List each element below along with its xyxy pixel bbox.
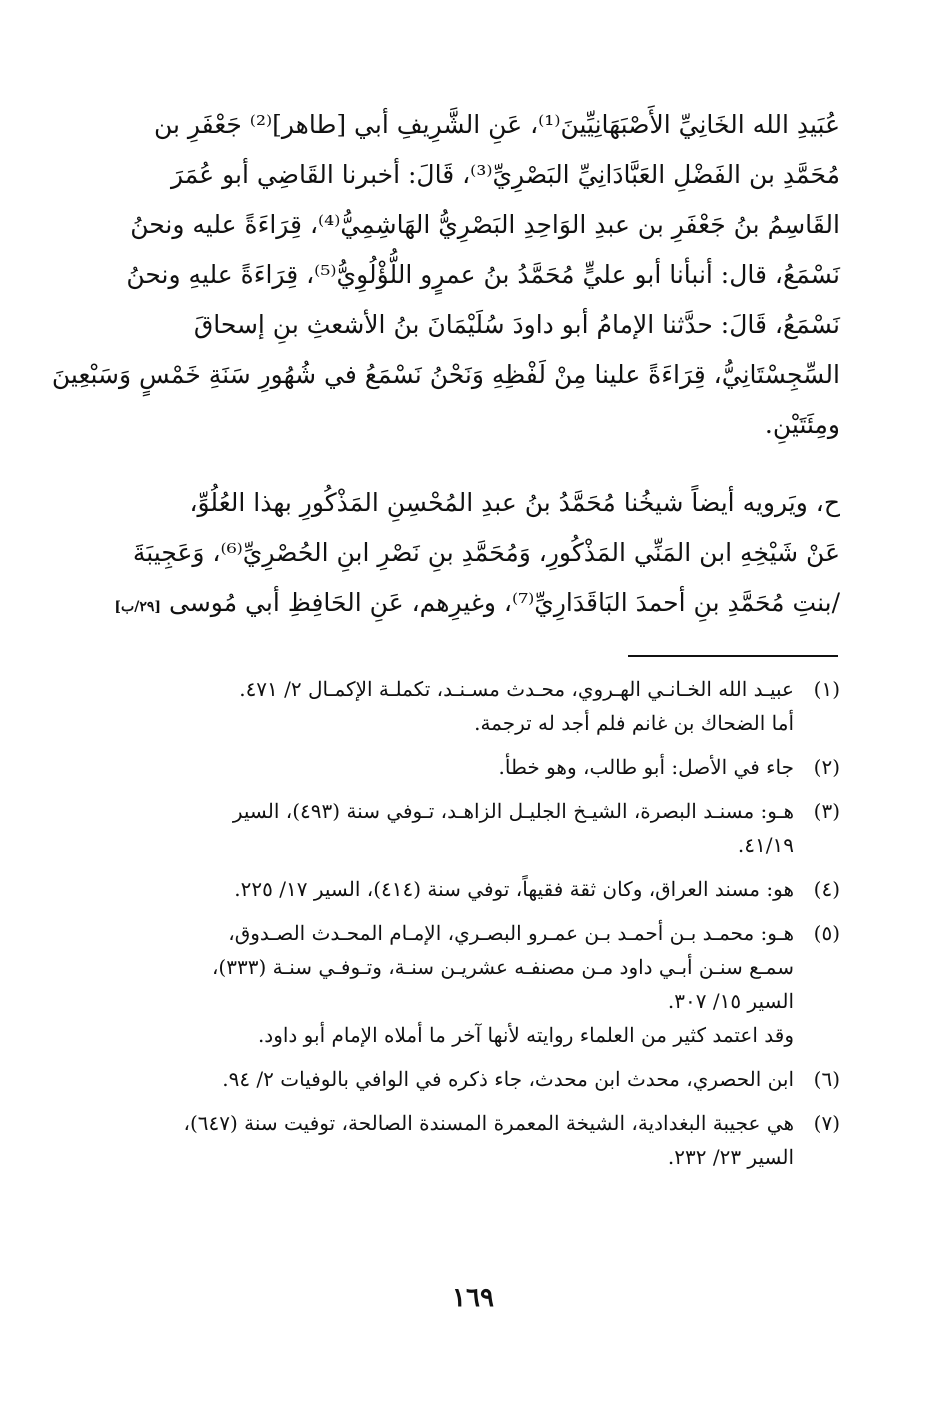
footnote-body bbox=[100, 750, 794, 784]
footnote-number: (٤) bbox=[813, 877, 840, 901]
text-line: السِّجِسْتَانِيُّ، قِرَاءَةً علينا مِنْ لَفْظِهِ وَنَحْنُ نَسْمَعُ في شُهُورِ سَنَةِ خَمْسٍ وَسَبْعِينَ bbox=[51, 360, 840, 389]
footnote-body bbox=[100, 1062, 794, 1096]
footnote-line: جاء في الأصل: أبو طالب، وهو خطأ. bbox=[498, 755, 794, 779]
footnote-item bbox=[100, 916, 840, 1052]
page-number: ١٦٩ bbox=[452, 1283, 494, 1313]
text-line: عُبَيدِ الله الخَانِيِّ الأَصْبَهَانِيِّينَ⁽¹⁾، عَنِ الشَّرِيفِ أبي [طاهر]⁽²⁾ جَعْفَرِ بن bbox=[153, 110, 840, 139]
footnote-line: ٤١/١٩. bbox=[737, 833, 794, 857]
footnote-line: هـو: محمـد بـن أحمـد بـن عمـرو البصـري، الإمـام المحـدث الصـدوق، bbox=[228, 921, 794, 945]
footnote-body bbox=[100, 916, 794, 1052]
footnote-line: السير ١٥/ ٣٠٧. bbox=[667, 989, 794, 1013]
text-line: نَسْمَعُ، قَالَ: حدَّثنا الإمامُ أبو داودَ سُلَيْمَانَ بنُ الأشعثِ بنِ إسحاقَ bbox=[193, 310, 840, 339]
footnote-line: هي عجيبة البغدادية، الشيخة المعمرة المسندة الصالحة، توفيت سنة (٦٤٧)، bbox=[183, 1111, 794, 1135]
footnote-body bbox=[100, 672, 794, 740]
footnote-line: أما الضحاك بن غانم فلم أجد له ترجمة. bbox=[474, 711, 794, 735]
footnote-separator bbox=[628, 655, 838, 657]
footnote-number: (٦) bbox=[813, 1067, 840, 1091]
footnote-number: (٧) bbox=[813, 1111, 840, 1135]
footnote-line: ابن الحصري، محدث ابن محدث، جاء ذكره في الوافي بالوفيات ٢/ ٩٤. bbox=[222, 1067, 794, 1091]
text-line: ومِئَتَيْنِ. bbox=[764, 410, 840, 439]
footnote-line: هو: مسند العراق، وكان ثقة فقيهاً، توفي سنة (٤١٤)، السير ١٧/ ٢٢٥. bbox=[234, 877, 794, 901]
folio-marker: [٢٩/ب] bbox=[114, 599, 161, 615]
text-line: نَسْمَعُ، قال: أنبأنا أبو عليٍّ مُحَمَّدُ بنُ عمرٍو اللُّؤْلُوِيُّ⁽⁵⁾، قِرَاءَةً عليهِ ونحنُ bbox=[126, 260, 840, 289]
text-line-content: /بنتِ مُحَمَّدِ بنِ أحمدَ البَاقَدَارِيِّ⁽⁷⁾، وغيرِهم، عَنِ الحَافِظِ أبي مُوسى bbox=[169, 588, 840, 617]
text-line-with-folio bbox=[100, 578, 840, 628]
footnote-item bbox=[100, 1106, 840, 1174]
footnote-item bbox=[100, 672, 840, 740]
footnote-line: هـو: مسنـد البصرة، الشيـخ الجليـل الزاهـد، تـوفي سنة (٤٩٣)، السير bbox=[232, 799, 794, 823]
footnote-item bbox=[100, 750, 840, 784]
footnote-line: عبيـد الله الخـانـي الهـروي، محـدث مسـنـد، تكملـة الإكمـال ٢/ ٤٧١. bbox=[239, 677, 794, 701]
footnote-line: وقد اعتمد كثير من العلماء روايته لأنها آخر ما أملاه الإمام أبو داود. bbox=[257, 1023, 794, 1047]
footnote-body bbox=[100, 794, 794, 862]
footnote-body bbox=[100, 1106, 794, 1174]
footnote-number: (٣) bbox=[813, 799, 840, 823]
footnote-number: (٢) bbox=[813, 755, 840, 779]
footnote-number: (١) bbox=[813, 677, 840, 701]
text-line: عَنْ شَيْخِهِ ابن المَنِّي المَذْكُورِ، وَمُحَمَّدِ بنِ نَصْرِ ابنِ الحُصْرِيِّ⁽⁶⁾، وَعَجِيبَةَ bbox=[132, 538, 840, 567]
footnote-line: سمـع سنـن أبـي داود مـن مصنفـه عشريـن سنـة، وتـوفـي سنـة (٣٣٣)، bbox=[211, 955, 794, 979]
main-text bbox=[51, 100, 840, 628]
footnote-item bbox=[100, 872, 840, 906]
footnote-number: (٥) bbox=[813, 921, 840, 945]
text-line: مُحَمَّدِ بن الفَضْلِ العَبَّادَانِيِّ البَصْرِيِّ⁽³⁾، قَالَ: أخبرنا القَاضِي أبو عُمَرَ bbox=[171, 160, 840, 189]
footnotes bbox=[100, 672, 840, 1184]
footnote-item bbox=[100, 1062, 840, 1096]
text-line: ح، ويَرويه أيضاً شيخُنا مُحَمَّدُ بنُ عبدِ المُحْسِنِ المَذْكُورِ بهذا العُلُوِّ، bbox=[189, 488, 840, 517]
text-line: القَاسِمُ بنُ جَعْفَرِ بن عبدِ الوَاحِدِ البَصْرِيُّ الهَاشِمِيُّ⁽⁴⁾، قِرَاءَةً عليه ونحنُ bbox=[130, 210, 840, 239]
footnote-line: السير ٢٣/ ٢٣٢. bbox=[667, 1145, 794, 1169]
footnote-body bbox=[100, 872, 794, 906]
footnote-item bbox=[100, 794, 840, 862]
